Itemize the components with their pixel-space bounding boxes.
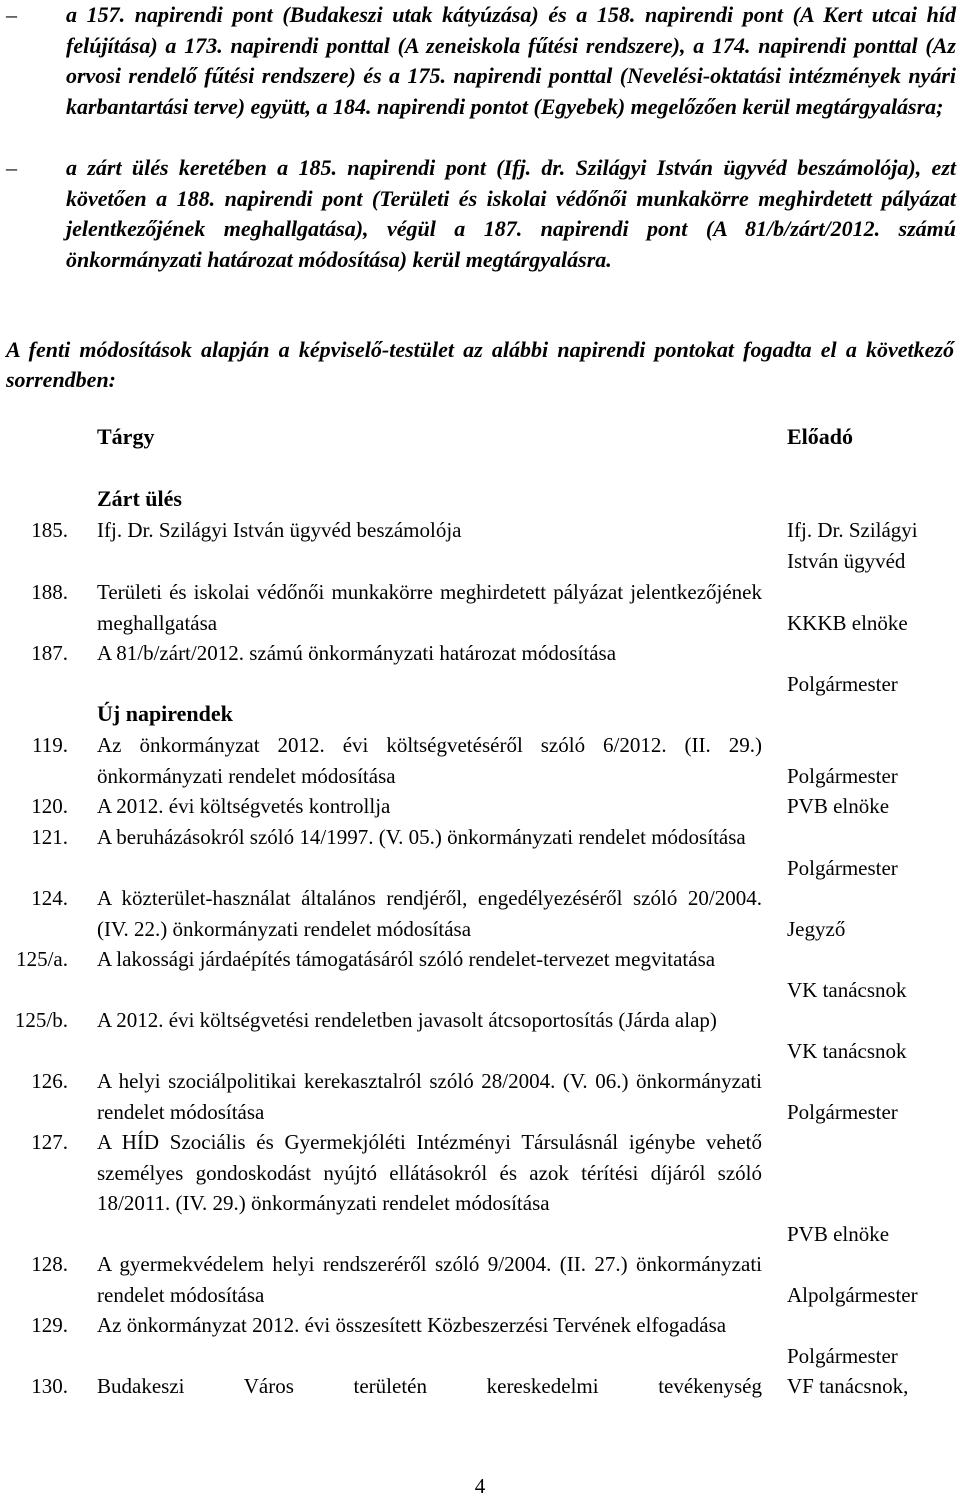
bullet-text: a 157. napirendi pont (Budakeszi utak kátyúzása) és a 158. napirendi pont (A Kert utcai híd felújítása) a 173. napirendi ponttal (A zeneiskola fűtési rendszere), a 174. napirendi ponttal (Az orvosi rendelő fűtési rendszere) és a 175. napirendi ponttal (Nevelési-oktatási intézmények nyári karbantartási terve) együtt, a 184. napirendi pontot (Egyebek) megelőzően kerül megtárgyalásra; (66, 2, 956, 120)
agenda-subject: A helyi szociálpolitikai kerekasztalról szóló 28/2004. (V. 06.) önkormányzati rendelet módosítása (97, 1069, 762, 1124)
agenda-subject: A HÍD Szociális és Gyermekjóléti Intézményi Társulásnál igénybe vehető személyes gondoskodást nyújtó ellátásokról és azok térítési díjáról szóló 18/2011. (IV. 29.) önkormányzati rendelet módosítása (97, 1130, 762, 1216)
agenda-presenter: Alpolgármester (787, 1283, 918, 1307)
agenda-number: 188. (31, 580, 68, 604)
agenda-subject: Az önkormányzat 2012. évi összesített Közbeszerzési Tervének elfogadása (97, 1313, 727, 1337)
agenda-number: 125/b. (14, 1008, 68, 1032)
dash-marker: – (6, 2, 17, 27)
agenda-number: 129. (31, 1313, 68, 1337)
agenda-subject: A 81/b/zárt/2012. számú önkormányzati határozat módosítása (97, 641, 617, 665)
section-closed-session: Zárt ülés (97, 486, 182, 511)
page-number: 4 (474, 1474, 486, 1498)
agenda-presenter: VK tanácsnok (787, 1039, 907, 1063)
agenda-subject: A 2012. évi költségvetés kontrollja (97, 794, 391, 818)
section-new-items: Új napirendek (97, 701, 233, 726)
agenda-subject: A beruházásokról szóló 14/1997. (V. 05.) önkormányzati rendelet módosítása (97, 825, 746, 849)
agenda-presenter: KKKB elnöke (787, 611, 908, 635)
agenda-presenter: Polgármester (787, 1344, 898, 1368)
agenda-presenter: PVB elnöke (787, 1222, 890, 1246)
agenda-subject: A lakossági járdaépítés támogatásáról szóló rendelet-tervezet megvitatása (97, 947, 716, 971)
agenda-presenter: VF tanácsnok, (787, 1374, 909, 1398)
dash-marker: – (6, 155, 17, 180)
agenda-number: 185. (31, 518, 68, 542)
agenda-subject: A 2012. évi költségvetési rendeletben javasolt átcsoportosítás (Járda alap) (97, 1008, 717, 1032)
agenda-number: 128. (31, 1252, 68, 1276)
bullet-text: a zárt ülés keretében a 185. napirendi pont (Ifj. dr. Szilágyi István ügyvéd beszámolója), ezt követően a 188. napirendi pont (Területi és iskolai védőnői munkakörre meghirdetett pályázat jelentkezőjének meghallgatása), végül a 187. napirendi pont (A 81/b/zárt/2012. számú önkormányzati határozat módosítása) kerül megtárgyalásra. (66, 155, 956, 273)
agenda-number: 124. (31, 886, 68, 910)
agenda-number: 121. (31, 825, 68, 849)
agenda-number: 127. (31, 1130, 68, 1154)
agenda-number: 125/a. (16, 947, 68, 971)
agenda-presenter: VK tanácsnok (787, 978, 907, 1002)
agenda-presenter: PVB elnöke (787, 794, 890, 818)
agenda-subject: Területi és iskolai védőnői munkakörre meghirdetett pályázat jelentkezőjének meghallgatása (97, 580, 762, 635)
agenda-subject: A közterület-használat általános rendjéről, engedélyezéséről szóló 20/2004. (IV. 22.) önkormányzati rendelet módosítása (97, 886, 762, 941)
intro-paragraph: A fenti módosítások alapján a képviselő-testület az alábbi napirendi pontokat fogadta el a következő sorrendben: (6, 337, 954, 392)
agenda-presenter: Polgármester (787, 672, 898, 696)
agenda-number: 119. (32, 733, 68, 757)
agenda-presenter: Jegyző (787, 917, 846, 941)
agenda-subject: Ifj. Dr. Szilágyi István ügyvéd beszámolója (97, 518, 462, 542)
subject-header: Tárgy (97, 424, 155, 449)
agenda-presenter: Polgármester (787, 856, 898, 880)
agenda-subject: Budakeszi Város területén kereskedelmi tevékenység (97, 1374, 762, 1398)
agenda-presenter: Ifj. Dr. Szilágyi István ügyvéd (787, 518, 918, 573)
agenda-number: 126. (31, 1069, 68, 1093)
presenter-header: Előadó (787, 424, 854, 449)
agenda-presenter: Polgármester (787, 764, 898, 788)
agenda-number: 187. (31, 641, 68, 665)
agenda-subject: A gyermekvédelem helyi rendszeréről szóló 9/2004. (II. 27.) önkormányzati rendelet módosítása (97, 1252, 762, 1307)
agenda-number: 120. (31, 794, 68, 818)
agenda-subject: Az önkormányzat 2012. évi költségvetéséről szóló 6/2012. (II. 29.) önkormányzati rendelet módosítása (97, 733, 762, 788)
agenda-presenter: Polgármester (787, 1100, 898, 1124)
agenda-number: 130. (31, 1374, 68, 1398)
